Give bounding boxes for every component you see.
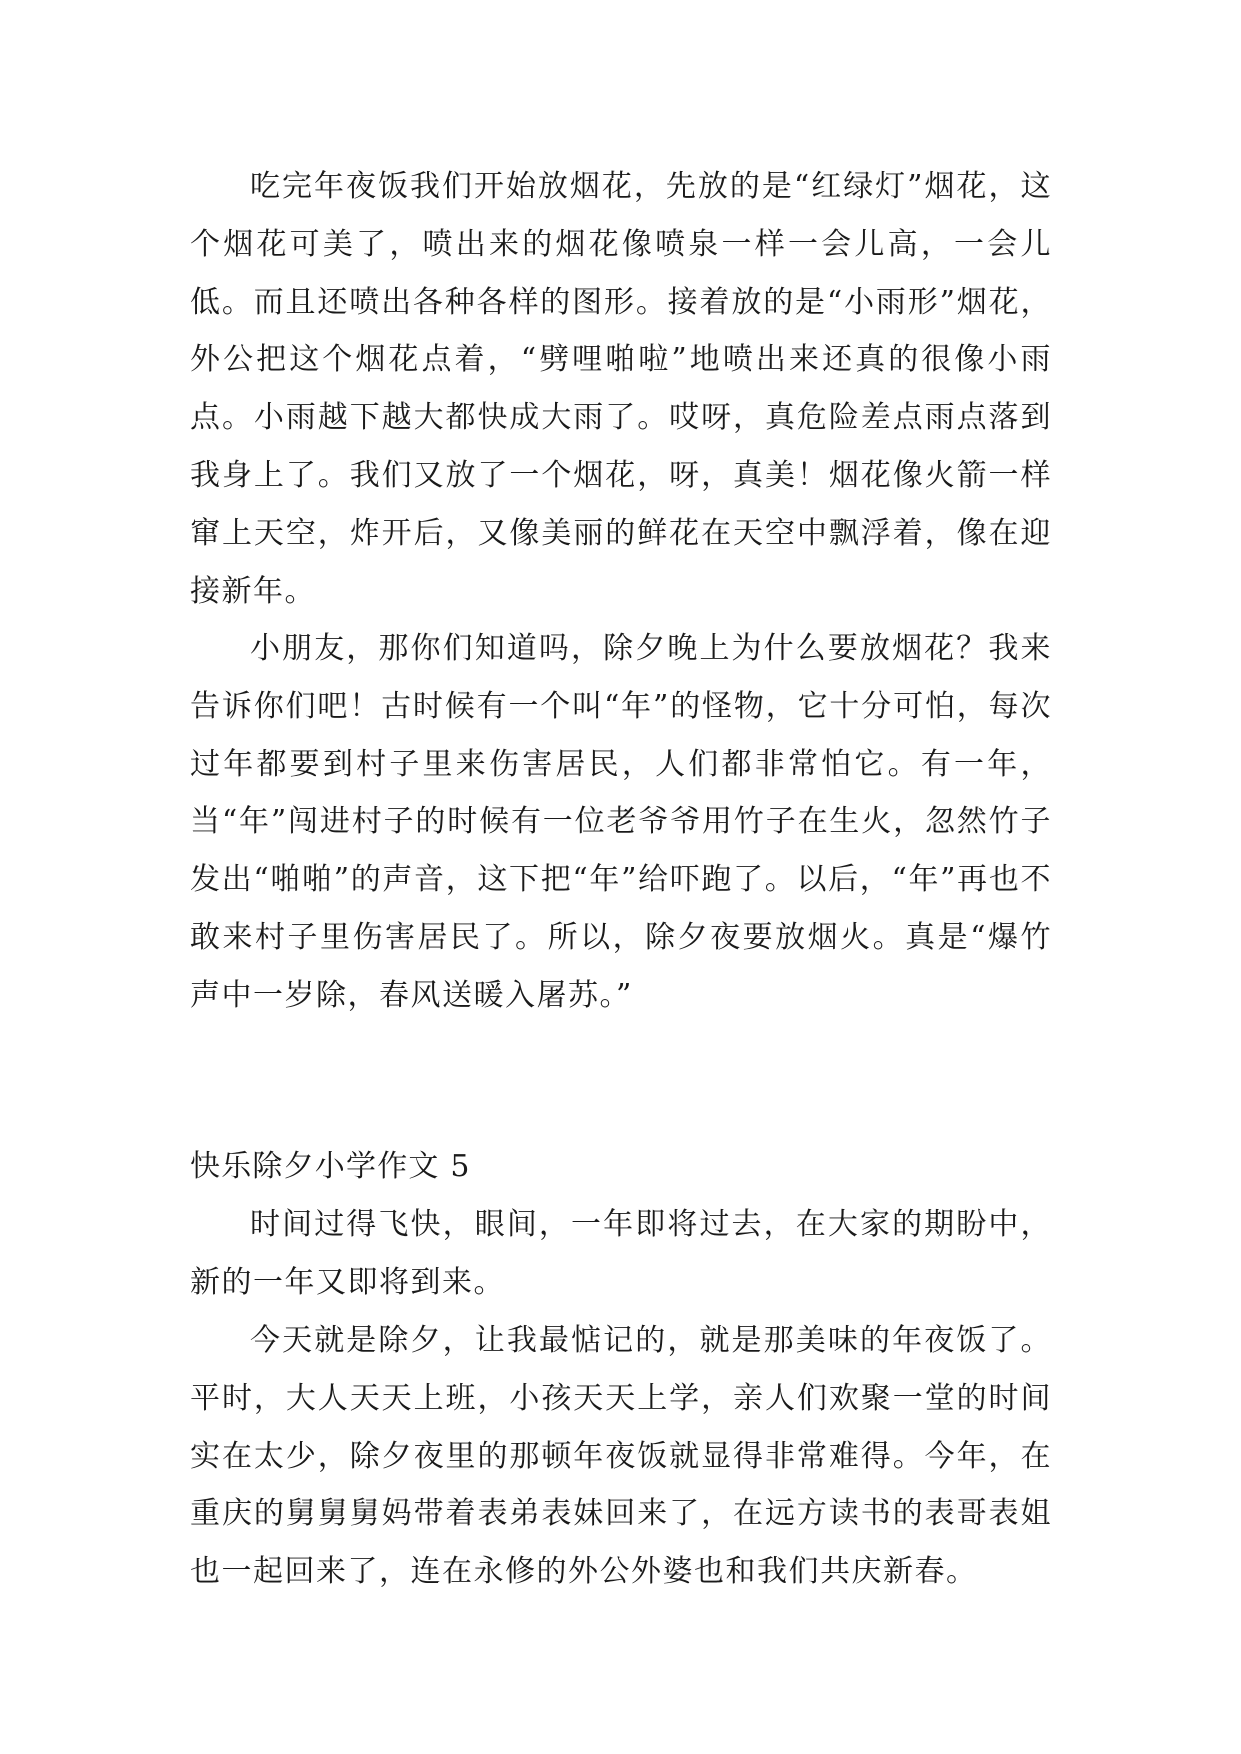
paragraph-time-flies: 时间过得飞快，眼间，一年即将过去，在大家的期盼中，新的一年又即将到来。: [190, 1207, 1052, 1300]
essay-body-top: [190, 158, 1052, 620]
essay-body-dinner: [190, 1312, 1052, 1601]
section-heading: 快乐除夕小学作文 5: [190, 1149, 471, 1184]
essay-body-intro: [190, 1196, 1052, 1312]
paragraph-fireworks: 吃完年夜饭我们开始放烟花，先放的是“红绿灯”烟花，这个烟花可美了，喷出来的烟花像喷泉一样一会儿高，一会儿低。而且还喷出各种各样的图形。接着放的是“小雨形”烟花，外公把这个烟花点着，“劈哩啪啦”地喷出来还真的很像小雨点。小雨越下越大都快成大雨了。哎呀，真危险差点雨点落到我身上了。我们又放了一个烟花，呀，真美！烟花像火箭一样窜上天空，炸开后，又像美丽的鲜花在天空中飘浮着，像在迎接新年。: [190, 169, 1052, 609]
paragraph-nian-legend: 小朋友，那你们知道吗，除夕晚上为什么要放烟花？我来告诉你们吧！古时候有一个叫“年”的怪物，它十分可怕，每次过年都要到村子里来伤害居民，人们都非常怕它。有一年，当“年”闯进村子的时候有一位老爷爷用竹子在生火，忽然竹子发出“啪啪”的声音，这下把“年”给吓跑了。以后，“年”再也不敢来村子里伤害居民了。所以，除夕夜要放烟火。真是“爆竹声中一岁除，春风送暖入屠苏。”: [190, 631, 1052, 1013]
paragraph-new-year-dinner: 今天就是除夕，让我最惦记的，就是那美味的年夜饭了。平时，大人天天上班，小孩天天上学，亲人们欢聚一堂的时间实在太少，除夕夜里的那顿年夜饭就显得非常难得。今年，在重庆的舅舅舅妈带着表弟表妹回来了，在远方读书的表哥表姐也一起回来了，连在永修的外公外婆也和我们共庆新春。: [190, 1323, 1052, 1590]
essay-body-legend: [190, 620, 1052, 1025]
